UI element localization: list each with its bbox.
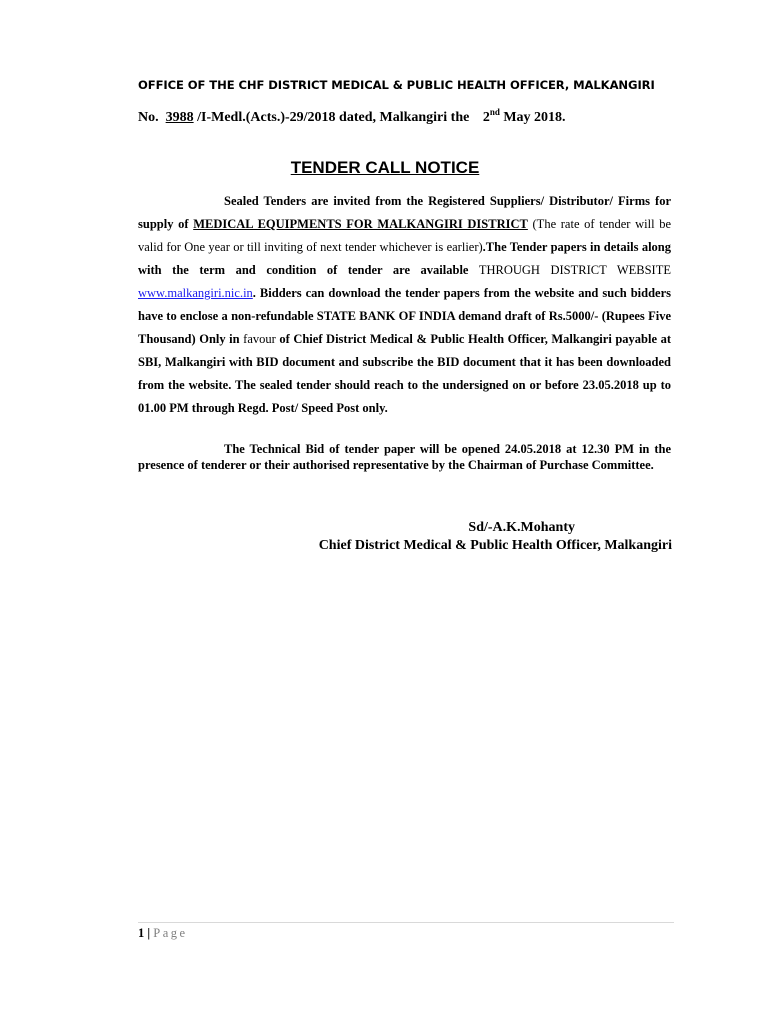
signature-block — [300, 519, 672, 555]
favour-word: favour — [243, 332, 276, 346]
ref-number: 3988 — [165, 110, 194, 125]
ref-day: 2 — [482, 110, 490, 125]
body-intro: Sealed Tenders are invited from the Registered Suppliers/ Distributor/ Firms for supply of — [138, 194, 671, 231]
footer-separator: | — [147, 926, 151, 940]
page-footer — [138, 926, 188, 941]
bid-instructions: . Bidders can download the tender papers from the website and such bidders have to enclose a non-refundable STATE BANK OF INDIA demand draft of Rs.5000/- (Rupees Five Thousand) Only in — [138, 286, 671, 346]
ref-prefix: No. — [138, 110, 159, 125]
footer-divider — [138, 922, 674, 923]
opening-paragraph — [138, 441, 671, 473]
signatory-name: Sd/-A.K.Mohanty — [468, 520, 575, 535]
availability-text: .The Tender papers in details along with the term and condition of tender are available — [138, 240, 671, 277]
tender-body-paragraph — [138, 190, 671, 420]
ref-code: /I-Medl.(Acts.)-29/2018 dated, Malkangiri the — [197, 110, 470, 125]
signatory-designation: Chief District Medical & Public Health Officer, Malkangiri — [318, 538, 672, 553]
page-label: Page — [153, 926, 188, 940]
ref-day-suffix: nd — [489, 107, 500, 117]
validity-note: (The rate of tender will be valid for One year or till inviting of next tender whichever is earlier) — [138, 217, 672, 254]
website-label: THROUGH DISTRICT WEBSITE — [478, 263, 671, 277]
reference-line — [138, 107, 678, 126]
opening-text: The Technical Bid of tender paper will be opened 24.05.2018 at 12.30 PM in the presence of tenderer or their authorised representative by the Chairman of Purchase Committee. — [138, 442, 671, 472]
website-link[interactable]: www.malkangiri.nic.in — [138, 286, 253, 300]
ref-month-year: May 2018. — [503, 110, 566, 125]
office-header: OFFICE OF THE CHF DISTRICT MEDICAL & PUBLIC HEALTH OFFICER, MALKANGIRI — [138, 78, 655, 92]
page-title: TENDER CALL NOTICE — [290, 158, 480, 177]
tender-subject: MEDICAL EQUIPMENTS FOR MALKANGIRI DISTRICT — [193, 217, 528, 231]
page-number: 1 — [138, 926, 145, 940]
payment-instructions: of Chief District Medical & Public Health Officer, Malkangiri payable at SBI, Malkangiri with BID document and subscribe the BID document that it has been downloaded from the website. The sealed tender should reach to the undersigned on or before 23.05.2018 up to 01.00 PM through Regd. Post/ Speed Post only. — [138, 332, 671, 415]
